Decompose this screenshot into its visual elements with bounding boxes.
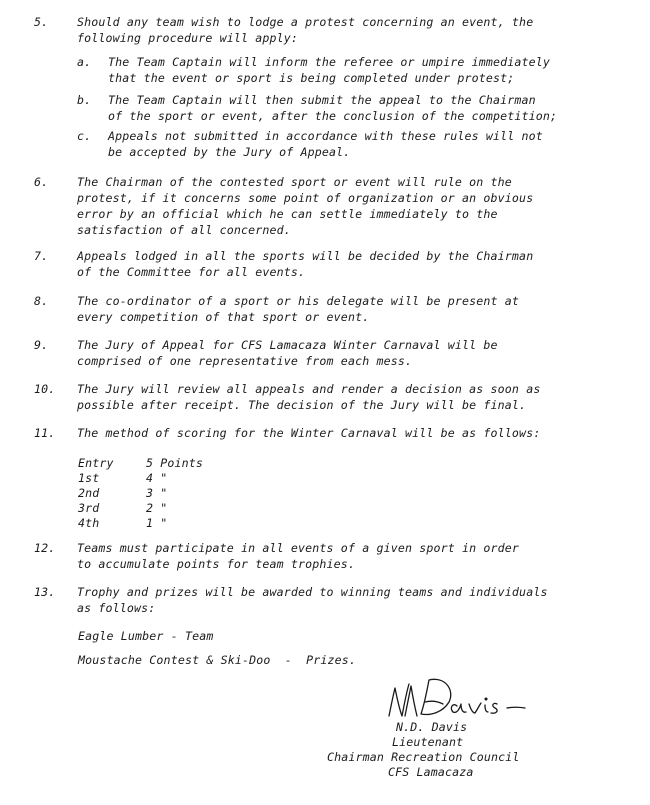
item-number: 13. [34,585,56,599]
item-number: 5. [34,15,49,29]
sub-item-text: Appeals not submitted in accordance with these rules will not be accepted by the Jury of Appeal. [108,129,543,159]
item-number: 6. [34,175,49,189]
prize-line: Moustache Contest & Ski-Doo - Prizes. [78,653,357,667]
item-number: 7. [34,249,49,263]
sub-item-letter: b. [77,93,92,107]
signer-name: N.D. Davis [396,720,468,734]
item-text: The Jury of Appeal for CFS Lamacaza Winter Carnaval will be comprised of one representative from each mess. [77,338,498,368]
scoring-points: 4 " [146,471,168,485]
scoring-points: 2 " [146,501,168,515]
sub-item-text: The Team Captain will then submit the appeal to the Chairman of the sport or event, after the conclusion of the competition; [108,93,558,123]
item-text: The Jury will review all appeals and render a decision as soon as possible after receipt. The decision of the Jury will be final. [77,382,541,412]
item-number: 12. [34,541,56,555]
item-text: The Chairman of the contested sport or event will rule on the protest, if it concerns some point of organization or an obvious error by an official which he can settle immediately to the satisfaction of all concerned. [77,175,534,237]
sub-item-text: The Team Captain will inform the referee or umpire immediately that the event or sport is being completed under protest; [108,55,551,85]
item-text: Appeals lodged in all the sports will be decided by the Chairman of the Committee for all events. [77,249,534,279]
scoring-points: 3 " [146,486,168,500]
signer-rank: Lieutenant [392,735,464,749]
scoring-entry: 3rd [78,501,100,515]
scoring-entry: 1st [78,471,100,485]
sub-item-letter: c. [77,129,92,143]
item-number: 8. [34,294,49,308]
scoring-points: 1 " [146,516,168,530]
signer-unit: CFS Lamacaza [388,765,474,779]
sub-item-letter: a. [77,55,92,69]
prize-line: Eagle Lumber - Team [78,629,214,643]
item-text: The method of scoring for the Winter Carnaval will be as follows: [77,426,541,440]
item-text: Should any team wish to lodge a protest concerning an event, the following procedure will apply: [77,15,534,45]
scoring-row [78,516,286,531]
signer-title: Chairman Recreation Council [327,750,520,764]
scoring-entry: 4th [78,516,100,530]
scoring-row [78,471,286,486]
scoring-header-row [78,456,286,471]
scoring-entry-header: Entry [78,456,114,470]
scoring-row [78,501,286,516]
scoring-row [78,486,286,501]
item-number: 10. [34,382,56,396]
item-text: Trophy and prizes will be awarded to winning teams and individuals as follows: [77,585,548,615]
scoring-entry: 2nd [78,486,100,500]
scoring-points-header: 5 Points [146,456,204,470]
item-text: Teams must participate in all events of a given sport in order to accumulate points for team trophies. [77,541,520,571]
item-number: 11. [34,426,56,440]
scoring-table [78,456,286,531]
item-number: 9. [34,338,49,352]
item-text: The co-ordinator of a sport or his delegate will be present at every competition of that sport or event. [77,294,520,324]
